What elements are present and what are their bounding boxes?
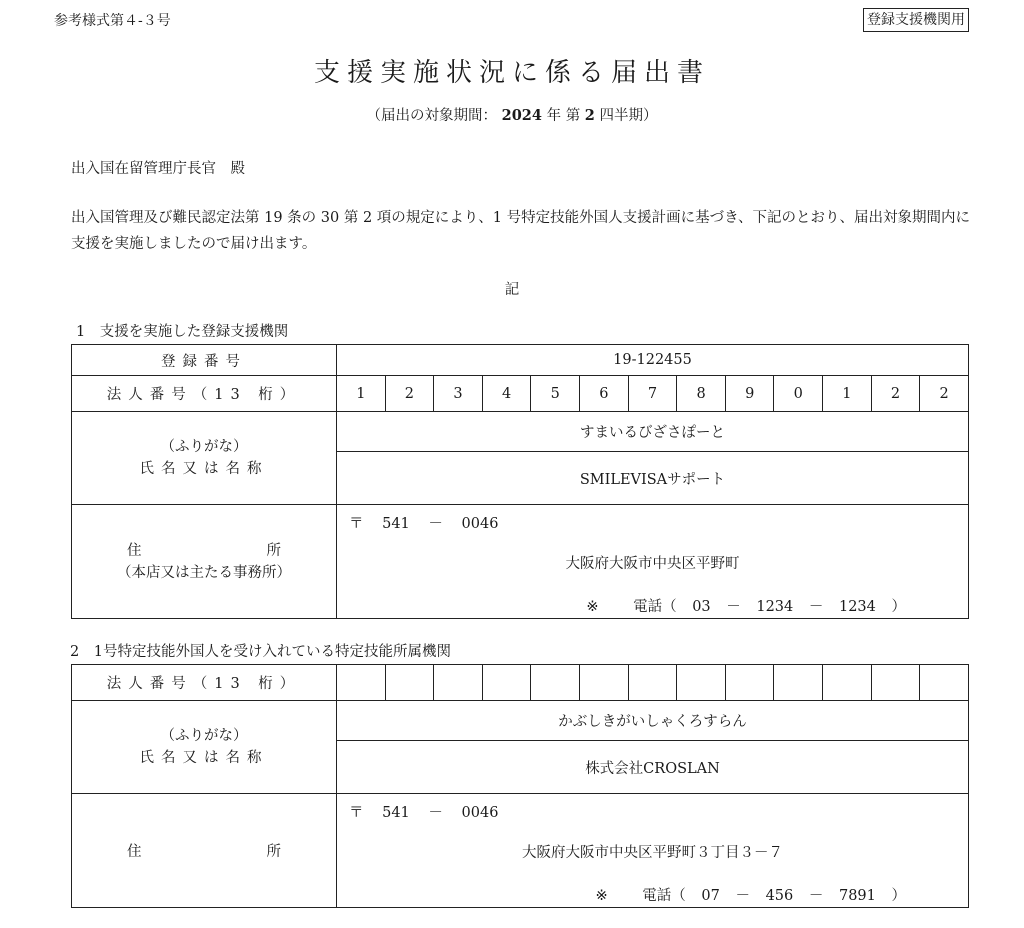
corporate-number-digit (871, 665, 920, 701)
postal-dash: － (428, 516, 443, 532)
furigana-label: （ふりがな） (160, 439, 248, 455)
corporate-number-digit: 8 (677, 376, 726, 412)
telephone (575, 595, 906, 616)
section-2-table (71, 664, 969, 908)
tel-dash-2: － (808, 599, 824, 615)
corporate-number-digit: 2 (385, 376, 434, 412)
corporate-number-digit (385, 665, 434, 701)
furigana-label: （ふりがな） (160, 728, 248, 744)
corporate-number-digit: 1 (337, 376, 386, 412)
postal-mark: 〒 (349, 805, 364, 821)
corporate-number-label: 法人番号（13 桁） (72, 376, 337, 412)
corporate-number-digit: 5 (531, 376, 580, 412)
corporate-number-digit: 7 (628, 376, 677, 412)
tel-label: 電話（ (633, 599, 677, 615)
corporate-number-digit (531, 665, 580, 701)
address-label-1: 住 (127, 542, 142, 559)
corporate-number-digit (482, 665, 531, 701)
addressee: 出入国在留管理庁長官 殿 (71, 161, 245, 177)
corporate-number-digit (920, 665, 969, 701)
period-prefix: （届出の対象期間： (366, 108, 497, 124)
tel-close: ） (891, 599, 906, 615)
tel-part-3: 1234 (838, 599, 876, 615)
corporate-number-digit (580, 665, 629, 701)
registration-number-value: 19-122455 (337, 345, 969, 376)
period-quarter: 2 (584, 107, 595, 124)
name-value: SMILEVISAサポート (337, 452, 969, 505)
corporate-number-digit (725, 665, 774, 701)
corporate-number-digit (774, 665, 823, 701)
tel-part-2: 456 (765, 888, 794, 904)
period-quarter-prefix: 第 (565, 108, 581, 124)
tel-dash-1: － (726, 599, 741, 615)
tel-part-1: 07 (701, 888, 720, 904)
address-label-2: 所 (266, 844, 281, 860)
corporate-number-digit (337, 665, 386, 701)
name-label-cell (72, 412, 337, 505)
corporate-number-digit (434, 665, 483, 701)
period-year: 2024 (501, 107, 542, 124)
address-label-1: 住 (127, 844, 142, 860)
postal-code-1: 541 (382, 805, 410, 821)
name-value: 株式会社CROSLAN (337, 741, 969, 794)
corporate-number-label: 法人番号（13 桁） (72, 665, 337, 701)
address-label-cell (72, 794, 337, 908)
corporate-number-digit: 6 (580, 376, 629, 412)
notice-paragraph: 出入国管理及び難民認定法第 19 条の 30 第 2 項の規定により、1 号特定技能外国人支援計画に基づき、下記のとおり、届出対象期間内に支援を実施しましたので届け出ます。 (71, 210, 971, 252)
address-value: 大阪府大阪市中央区平野町 (565, 556, 740, 572)
name-label: 氏名又は名称 (139, 750, 269, 766)
corporate-number-digit: 2 (920, 376, 969, 412)
postal-mark: 〒 (349, 516, 364, 532)
address-label-2: 所 (266, 542, 281, 559)
address-value: 大阪府大阪市中央区平野町３丁目３－７ (522, 845, 783, 861)
address-label-cell (72, 505, 337, 619)
tel-dash-2: － (808, 888, 824, 904)
postal-dash: － (428, 805, 443, 821)
postal-code (349, 512, 512, 533)
postal-code-2: 0046 (461, 516, 499, 532)
corporate-number-digit (628, 665, 677, 701)
name-label: 氏名又は名称 (139, 461, 269, 477)
tel-part-3: 7891 (838, 888, 876, 904)
corporate-number-digit (823, 665, 872, 701)
tel-label: 電話（ (642, 888, 686, 904)
tel-dash-1: － (735, 888, 750, 904)
section-1-table (71, 344, 969, 619)
ki-mark: 記 (504, 282, 520, 298)
tel-mark: ※ (586, 599, 599, 615)
corporate-number-digit: 2 (871, 376, 920, 412)
address-value-cell (337, 794, 969, 908)
tel-part-2: 1234 (756, 599, 794, 615)
furigana-value: すまいるびざさぽーと (337, 412, 969, 452)
postal-code-1: 541 (382, 516, 410, 532)
telephone (585, 884, 906, 905)
tel-part-1: 03 (692, 599, 711, 615)
furigana-value: かぶしきがいしゃくろすらん (337, 701, 969, 741)
corporate-number-digit: 9 (725, 376, 774, 412)
corporate-number-digit: 3 (434, 376, 483, 412)
postal-code (349, 801, 512, 822)
name-label-cell (72, 701, 337, 794)
tel-mark: ※ (595, 888, 608, 904)
corporate-number-digit: 4 (482, 376, 531, 412)
document-title: 支援実施状況に係る届出書 (313, 58, 710, 88)
form-number: 参考様式第４-３号 (54, 13, 171, 29)
corporate-number-digit: 0 (774, 376, 823, 412)
address-value-cell (337, 505, 969, 619)
registration-number-label: 登録番号 (72, 345, 337, 376)
tel-close: ） (891, 888, 906, 904)
corporate-number-digit (677, 665, 726, 701)
period-year-unit: 年 (546, 108, 562, 124)
usage-stamp: 登録支援機関用 (863, 8, 969, 32)
corporate-number-digit: 1 (823, 376, 872, 412)
section-2-heading: 2 1号特定技能外国人を受け入れている特定技能所属機関 (70, 644, 451, 660)
postal-code-2: 0046 (461, 805, 499, 821)
target-period (0, 104, 1024, 125)
address-label-sub: （本店又は主たる事務所） (117, 564, 291, 581)
period-suffix: 四半期） (599, 108, 658, 124)
section-1-heading: 1 支援を実施した登録支援機関 (76, 324, 289, 340)
